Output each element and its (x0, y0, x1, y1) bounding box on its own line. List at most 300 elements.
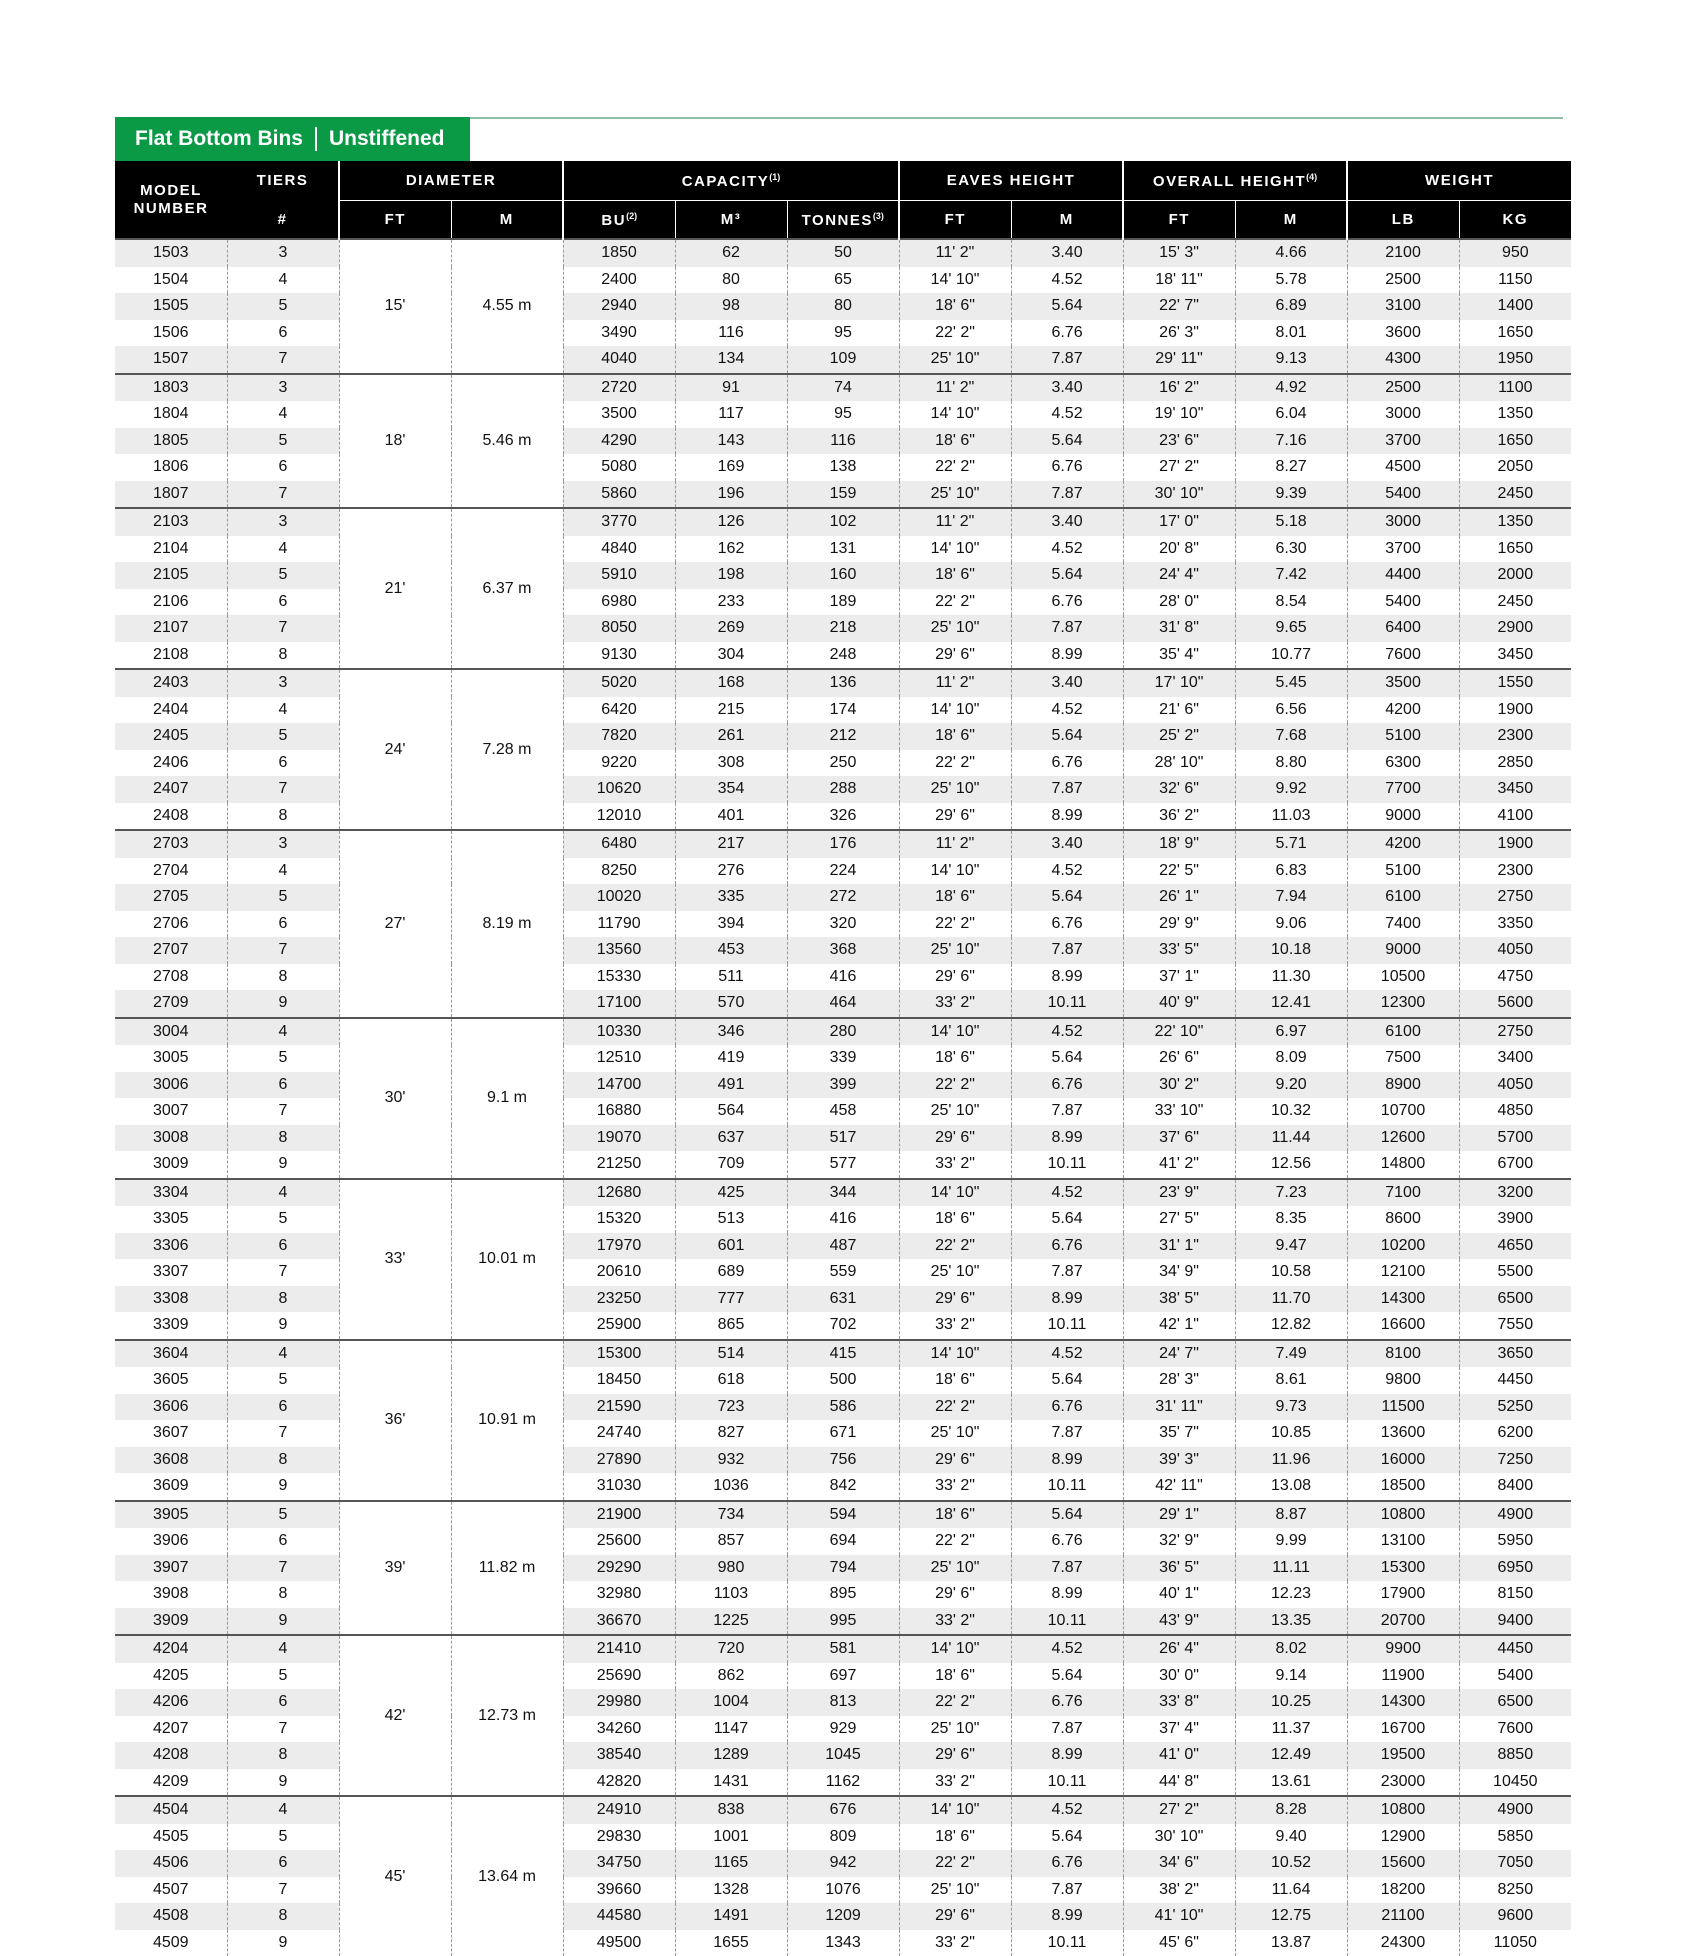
cell-weight-kg: 8150 (1459, 1581, 1571, 1608)
cell-overall-m: 5.78 (1235, 267, 1347, 294)
cell-overall-ft: 33' 5" (1123, 937, 1235, 964)
cell-tiers: 6 (227, 589, 339, 616)
cell-overall-ft: 33' 8" (1123, 1689, 1235, 1716)
cell-capacity-bu: 5020 (563, 669, 675, 697)
cell-capacity-bu: 12510 (563, 1045, 675, 1072)
cell-weight-kg: 4900 (1459, 1796, 1571, 1824)
cell-tiers: 7 (227, 1877, 339, 1904)
cell-capacity-bu: 27890 (563, 1447, 675, 1474)
cell-capacity-tonnes: 577 (787, 1151, 899, 1179)
cell-capacity-bu: 34260 (563, 1716, 675, 1743)
cell-overall-ft: 34' 6" (1123, 1850, 1235, 1877)
cell-weight-kg: 10450 (1459, 1769, 1571, 1797)
cell-model-number: 1503 (115, 239, 227, 267)
cell-eaves-m: 7.87 (1011, 1259, 1123, 1286)
cell-eaves-ft: 25' 10" (899, 1098, 1011, 1125)
cell-capacity-tonnes: 136 (787, 669, 899, 697)
cell-eaves-m: 8.99 (1011, 1581, 1123, 1608)
cell-overall-ft: 30' 2" (1123, 1072, 1235, 1099)
cell-model-number: 2706 (115, 911, 227, 938)
cell-weight-kg: 9400 (1459, 1608, 1571, 1636)
cell-tiers: 7 (227, 1259, 339, 1286)
cell-tiers: 5 (227, 1206, 339, 1233)
cell-tiers: 6 (227, 750, 339, 777)
cell-eaves-ft: 14' 10" (899, 858, 1011, 885)
cell-weight-lb: 15300 (1347, 1555, 1459, 1582)
cell-overall-ft: 40' 9" (1123, 990, 1235, 1018)
cell-overall-m: 11.03 (1235, 803, 1347, 831)
cell-capacity-bu: 25900 (563, 1312, 675, 1340)
cell-eaves-ft: 25' 10" (899, 937, 1011, 964)
cell-capacity-m3: 618 (675, 1367, 787, 1394)
cell-capacity-bu: 31030 (563, 1473, 675, 1501)
cell-tiers: 8 (227, 1286, 339, 1313)
cell-capacity-tonnes: 95 (787, 320, 899, 347)
cell-weight-kg: 5600 (1459, 990, 1571, 1018)
header-eaves-ft: FT (899, 201, 1011, 240)
cell-weight-lb: 8900 (1347, 1072, 1459, 1099)
cell-capacity-tonnes: 1162 (787, 1769, 899, 1797)
cell-eaves-ft: 18' 6" (899, 428, 1011, 455)
table-row (115, 1824, 1571, 1851)
table-row (115, 911, 1571, 938)
cell-capacity-m3: 1328 (675, 1877, 787, 1904)
cell-eaves-ft: 14' 10" (899, 1179, 1011, 1207)
cell-tiers: 3 (227, 669, 339, 697)
cell-capacity-m3: 865 (675, 1312, 787, 1340)
table-row (115, 803, 1571, 831)
cell-model-number: 2703 (115, 830, 227, 858)
cell-overall-m: 13.87 (1235, 1930, 1347, 1956)
cell-model-number: 1505 (115, 293, 227, 320)
cell-capacity-m3: 215 (675, 697, 787, 724)
cell-overall-m: 5.71 (1235, 830, 1347, 858)
cell-eaves-m: 7.87 (1011, 1877, 1123, 1904)
cell-overall-m: 7.23 (1235, 1179, 1347, 1207)
cell-capacity-bu: 15320 (563, 1206, 675, 1233)
cell-overall-ft: 21' 6" (1123, 697, 1235, 724)
table-row (115, 1663, 1571, 1690)
cell-model-number: 3307 (115, 1259, 227, 1286)
cell-capacity-m3: 637 (675, 1125, 787, 1152)
cell-capacity-m3: 304 (675, 642, 787, 670)
cell-weight-lb: 18500 (1347, 1473, 1459, 1501)
cell-eaves-m: 4.52 (1011, 1796, 1123, 1824)
table-row (115, 1689, 1571, 1716)
cell-capacity-tonnes: 415 (787, 1340, 899, 1368)
cell-tiers: 3 (227, 508, 339, 536)
cell-eaves-m: 8.99 (1011, 964, 1123, 991)
cell-model-number: 2704 (115, 858, 227, 885)
cell-capacity-tonnes: 109 (787, 346, 899, 374)
table-title-tab (115, 117, 470, 161)
cell-overall-ft: 32' 6" (1123, 776, 1235, 803)
cell-capacity-tonnes: 368 (787, 937, 899, 964)
cell-tiers: 5 (227, 1663, 339, 1690)
cell-overall-ft: 18' 9" (1123, 830, 1235, 858)
cell-capacity-tonnes: 272 (787, 884, 899, 911)
cell-tiers: 9 (227, 1769, 339, 1797)
cell-eaves-ft: 14' 10" (899, 267, 1011, 294)
table-row (115, 1581, 1571, 1608)
cell-eaves-ft: 25' 10" (899, 346, 1011, 374)
cell-capacity-tonnes: 174 (787, 697, 899, 724)
cell-weight-lb: 10800 (1347, 1501, 1459, 1529)
cell-capacity-m3: 91 (675, 374, 787, 402)
cell-capacity-bu: 7820 (563, 723, 675, 750)
cell-weight-lb: 4300 (1347, 346, 1459, 374)
cell-capacity-tonnes: 458 (787, 1098, 899, 1125)
cell-capacity-m3: 513 (675, 1206, 787, 1233)
cell-overall-m: 9.73 (1235, 1394, 1347, 1421)
cell-overall-m: 7.49 (1235, 1340, 1347, 1368)
cell-capacity-m3: 276 (675, 858, 787, 885)
cell-capacity-tonnes: 116 (787, 428, 899, 455)
cell-model-number: 2404 (115, 697, 227, 724)
cell-tiers: 7 (227, 1716, 339, 1743)
cell-eaves-ft: 22' 2" (899, 589, 1011, 616)
cell-eaves-m: 5.64 (1011, 1045, 1123, 1072)
cell-eaves-m: 7.87 (1011, 776, 1123, 803)
cell-tiers: 9 (227, 1608, 339, 1636)
cell-tiers: 8 (227, 642, 339, 670)
cell-eaves-m: 4.52 (1011, 401, 1123, 428)
cell-eaves-m: 6.76 (1011, 911, 1123, 938)
cell-capacity-bu: 12680 (563, 1179, 675, 1207)
header-weight: WEIGHT (1347, 161, 1571, 201)
table-row (115, 1259, 1571, 1286)
cell-overall-m: 6.30 (1235, 536, 1347, 563)
table-row (115, 884, 1571, 911)
header-capacity-m3: M³ (675, 201, 787, 240)
cell-weight-lb: 20700 (1347, 1608, 1459, 1636)
cell-eaves-m: 8.99 (1011, 1125, 1123, 1152)
title-left: Flat Bottom Bins (135, 127, 303, 151)
cell-model-number: 2107 (115, 615, 227, 642)
cell-model-number: 3308 (115, 1286, 227, 1313)
cell-overall-ft: 24' 7" (1123, 1340, 1235, 1368)
cell-overall-ft: 28' 3" (1123, 1367, 1235, 1394)
table-row (115, 1394, 1571, 1421)
cell-model-number: 2108 (115, 642, 227, 670)
cell-tiers: 9 (227, 1930, 339, 1956)
cell-capacity-tonnes: 995 (787, 1608, 899, 1636)
cell-capacity-m3: 143 (675, 428, 787, 455)
cell-overall-m: 8.02 (1235, 1635, 1347, 1663)
cell-eaves-m: 7.87 (1011, 1716, 1123, 1743)
cell-capacity-bu: 10020 (563, 884, 675, 911)
cell-model-number: 2408 (115, 803, 227, 831)
cell-weight-lb: 2500 (1347, 267, 1459, 294)
cell-capacity-bu: 15300 (563, 1340, 675, 1368)
cell-eaves-ft: 18' 6" (899, 1501, 1011, 1529)
cell-eaves-m: 3.40 (1011, 374, 1123, 402)
cell-tiers: 3 (227, 374, 339, 402)
cell-model-number: 3005 (115, 1045, 227, 1072)
cell-weight-kg: 5700 (1459, 1125, 1571, 1152)
cell-model-number: 1805 (115, 428, 227, 455)
cell-overall-m: 10.32 (1235, 1098, 1347, 1125)
cell-tiers: 4 (227, 1179, 339, 1207)
cell-overall-m: 13.35 (1235, 1608, 1347, 1636)
cell-model-number: 3609 (115, 1473, 227, 1501)
cell-eaves-m: 6.76 (1011, 1072, 1123, 1099)
cell-weight-kg: 6700 (1459, 1151, 1571, 1179)
cell-capacity-m3: 196 (675, 481, 787, 509)
cell-model-number: 1507 (115, 346, 227, 374)
cell-eaves-ft: 25' 10" (899, 615, 1011, 642)
header-capacity: CAPACITY$^{(1)}$ (563, 161, 899, 201)
cell-weight-lb: 24300 (1347, 1930, 1459, 1956)
table-row (115, 1420, 1571, 1447)
table-row (115, 750, 1571, 777)
table-row (115, 1742, 1571, 1769)
cell-capacity-bu: 3500 (563, 401, 675, 428)
cell-capacity-tonnes: 671 (787, 1420, 899, 1447)
cell-capacity-tonnes: 756 (787, 1447, 899, 1474)
cell-overall-m: 7.16 (1235, 428, 1347, 455)
cell-overall-m: 6.04 (1235, 401, 1347, 428)
cell-weight-lb: 3600 (1347, 320, 1459, 347)
table-row (115, 320, 1571, 347)
header-diameter-ft: FT (339, 201, 451, 240)
table-row (115, 1528, 1571, 1555)
cell-overall-ft: 31' 11" (1123, 1394, 1235, 1421)
cell-eaves-m: 5.64 (1011, 1367, 1123, 1394)
cell-capacity-tonnes: 288 (787, 776, 899, 803)
cell-eaves-ft: 29' 6" (899, 964, 1011, 991)
table-row (115, 428, 1571, 455)
cell-model-number: 1806 (115, 454, 227, 481)
cell-diameter-m: 9.1 m (451, 1018, 563, 1179)
cell-weight-lb: 9900 (1347, 1635, 1459, 1663)
cell-overall-ft: 31' 8" (1123, 615, 1235, 642)
cell-overall-ft: 23' 6" (1123, 428, 1235, 455)
cell-eaves-m: 5.64 (1011, 884, 1123, 911)
cell-capacity-tonnes: 102 (787, 508, 899, 536)
title-right: Unstiffened (329, 127, 445, 151)
header-overall-ft: FT (1123, 201, 1235, 240)
cell-weight-kg: 2850 (1459, 750, 1571, 777)
cell-weight-kg: 3900 (1459, 1206, 1571, 1233)
cell-eaves-ft: 33' 2" (899, 1312, 1011, 1340)
cell-overall-m: 4.92 (1235, 374, 1347, 402)
cell-overall-ft: 32' 9" (1123, 1528, 1235, 1555)
cell-eaves-ft: 29' 6" (899, 1447, 1011, 1474)
cell-eaves-ft: 18' 6" (899, 1367, 1011, 1394)
table-row (115, 374, 1571, 402)
cell-tiers: 4 (227, 1796, 339, 1824)
cell-capacity-bu: 29290 (563, 1555, 675, 1582)
cell-capacity-m3: 169 (675, 454, 787, 481)
cell-overall-m: 8.61 (1235, 1367, 1347, 1394)
cell-capacity-bu: 49500 (563, 1930, 675, 1956)
cell-capacity-m3: 1147 (675, 1716, 787, 1743)
cell-eaves-ft: 25' 10" (899, 1259, 1011, 1286)
cell-overall-m: 10.18 (1235, 937, 1347, 964)
cell-capacity-m3: 162 (675, 536, 787, 563)
cell-overall-ft: 26' 1" (1123, 884, 1235, 911)
cell-capacity-tonnes: 50 (787, 239, 899, 267)
cell-weight-kg: 2300 (1459, 723, 1571, 750)
cell-weight-lb: 3700 (1347, 536, 1459, 563)
cell-capacity-bu: 5860 (563, 481, 675, 509)
cell-capacity-m3: 269 (675, 615, 787, 642)
cell-overall-m: 6.56 (1235, 697, 1347, 724)
cell-eaves-ft: 14' 10" (899, 401, 1011, 428)
cell-capacity-m3: 827 (675, 1420, 787, 1447)
cell-capacity-bu: 21250 (563, 1151, 675, 1179)
table-row (115, 508, 1571, 536)
table-row (115, 1018, 1571, 1046)
cell-eaves-m: 10.11 (1011, 990, 1123, 1018)
cell-capacity-tonnes: 500 (787, 1367, 899, 1394)
cell-eaves-m: 4.52 (1011, 1179, 1123, 1207)
table-row (115, 589, 1571, 616)
cell-weight-lb: 9000 (1347, 803, 1459, 831)
cell-model-number: 4506 (115, 1850, 227, 1877)
cell-capacity-bu: 14700 (563, 1072, 675, 1099)
cell-model-number: 2407 (115, 776, 227, 803)
cell-capacity-bu: 15330 (563, 964, 675, 991)
cell-eaves-ft: 11' 2" (899, 508, 1011, 536)
cell-overall-ft: 45' 6" (1123, 1930, 1235, 1956)
cell-diameter-m: 10.91 m (451, 1340, 563, 1501)
cell-capacity-tonnes: 895 (787, 1581, 899, 1608)
cell-eaves-m: 10.11 (1011, 1608, 1123, 1636)
cell-eaves-ft: 33' 2" (899, 1930, 1011, 1956)
cell-overall-m: 9.39 (1235, 481, 1347, 509)
table-row (115, 401, 1571, 428)
cell-overall-ft: 17' 10" (1123, 669, 1235, 697)
cell-weight-kg: 11050 (1459, 1930, 1571, 1956)
cell-eaves-ft: 14' 10" (899, 697, 1011, 724)
cell-overall-m: 8.54 (1235, 589, 1347, 616)
cell-overall-ft: 26' 6" (1123, 1045, 1235, 1072)
cell-capacity-tonnes: 189 (787, 589, 899, 616)
cell-model-number: 3607 (115, 1420, 227, 1447)
cell-eaves-ft: 22' 2" (899, 911, 1011, 938)
cell-eaves-ft: 22' 2" (899, 1689, 1011, 1716)
cell-weight-kg: 1650 (1459, 320, 1571, 347)
cell-capacity-bu: 24740 (563, 1420, 675, 1447)
cell-overall-m: 10.58 (1235, 1259, 1347, 1286)
cell-eaves-m: 7.87 (1011, 1098, 1123, 1125)
cell-capacity-bu: 1850 (563, 239, 675, 267)
cell-capacity-bu: 5910 (563, 562, 675, 589)
cell-eaves-m: 8.99 (1011, 1447, 1123, 1474)
cell-overall-m: 11.96 (1235, 1447, 1347, 1474)
cell-eaves-ft: 33' 2" (899, 990, 1011, 1018)
cell-diameter-m: 11.82 m (451, 1501, 563, 1636)
cell-capacity-bu: 2720 (563, 374, 675, 402)
cell-tiers: 3 (227, 239, 339, 267)
table-row (115, 723, 1571, 750)
cell-tiers: 7 (227, 346, 339, 374)
cell-weight-kg: 3350 (1459, 911, 1571, 938)
cell-model-number: 4209 (115, 1769, 227, 1797)
cell-weight-kg: 6500 (1459, 1286, 1571, 1313)
cell-eaves-m: 6.76 (1011, 1394, 1123, 1421)
cell-model-number: 3605 (115, 1367, 227, 1394)
cell-overall-m: 5.45 (1235, 669, 1347, 697)
cell-model-number: 3908 (115, 1581, 227, 1608)
cell-weight-lb: 9800 (1347, 1367, 1459, 1394)
cell-weight-kg: 1950 (1459, 346, 1571, 374)
cell-weight-lb: 5100 (1347, 858, 1459, 885)
cell-weight-lb: 7400 (1347, 911, 1459, 938)
cell-eaves-ft: 25' 10" (899, 1555, 1011, 1582)
cell-weight-kg: 1650 (1459, 428, 1571, 455)
cell-overall-ft: 27' 5" (1123, 1206, 1235, 1233)
cell-weight-lb: 5400 (1347, 481, 1459, 509)
cell-tiers: 9 (227, 1312, 339, 1340)
cell-weight-kg: 7550 (1459, 1312, 1571, 1340)
cell-model-number: 3006 (115, 1072, 227, 1099)
cell-tiers: 4 (227, 1635, 339, 1663)
cell-eaves-ft: 18' 6" (899, 562, 1011, 589)
table-row (115, 1555, 1571, 1582)
table-row (115, 1769, 1571, 1797)
cell-eaves-m: 5.64 (1011, 723, 1123, 750)
cell-tiers: 7 (227, 615, 339, 642)
cell-capacity-tonnes: 559 (787, 1259, 899, 1286)
cell-eaves-ft: 18' 6" (899, 1663, 1011, 1690)
cell-weight-kg: 4100 (1459, 803, 1571, 831)
cell-overall-m: 12.75 (1235, 1903, 1347, 1930)
cell-weight-lb: 4200 (1347, 697, 1459, 724)
cell-weight-lb: 6300 (1347, 750, 1459, 777)
cell-capacity-tonnes: 594 (787, 1501, 899, 1529)
cell-diameter-m: 7.28 m (451, 669, 563, 830)
cell-capacity-tonnes: 794 (787, 1555, 899, 1582)
cell-weight-lb: 23000 (1347, 1769, 1459, 1797)
cell-overall-m: 11.11 (1235, 1555, 1347, 1582)
table-row (115, 1796, 1571, 1824)
cell-weight-lb: 17900 (1347, 1581, 1459, 1608)
cell-overall-m: 9.20 (1235, 1072, 1347, 1099)
cell-capacity-tonnes: 813 (787, 1689, 899, 1716)
cell-model-number: 3905 (115, 1501, 227, 1529)
cell-eaves-ft: 14' 10" (899, 536, 1011, 563)
cell-model-number: 2405 (115, 723, 227, 750)
cell-overall-ft: 26' 4" (1123, 1635, 1235, 1663)
cell-capacity-tonnes: 80 (787, 293, 899, 320)
table-row (115, 454, 1571, 481)
cell-overall-m: 9.13 (1235, 346, 1347, 374)
cell-model-number: 3909 (115, 1608, 227, 1636)
cell-overall-m: 12.82 (1235, 1312, 1347, 1340)
cell-capacity-bu: 32980 (563, 1581, 675, 1608)
cell-weight-lb: 5400 (1347, 589, 1459, 616)
cell-overall-m: 12.49 (1235, 1742, 1347, 1769)
cell-tiers: 6 (227, 1233, 339, 1260)
cell-weight-lb: 10800 (1347, 1796, 1459, 1824)
cell-weight-kg: 1650 (1459, 536, 1571, 563)
cell-capacity-tonnes: 517 (787, 1125, 899, 1152)
cell-capacity-bu: 9220 (563, 750, 675, 777)
cell-weight-lb: 11900 (1347, 1663, 1459, 1690)
cell-overall-ft: 34' 9" (1123, 1259, 1235, 1286)
table-row (115, 346, 1571, 374)
cell-capacity-m3: 335 (675, 884, 787, 911)
cell-capacity-m3: 346 (675, 1018, 787, 1046)
cell-overall-m: 5.18 (1235, 508, 1347, 536)
cell-capacity-tonnes: 942 (787, 1850, 899, 1877)
cell-diameter-ft: 33' (339, 1179, 451, 1340)
cell-tiers: 4 (227, 401, 339, 428)
cell-eaves-m: 7.87 (1011, 346, 1123, 374)
